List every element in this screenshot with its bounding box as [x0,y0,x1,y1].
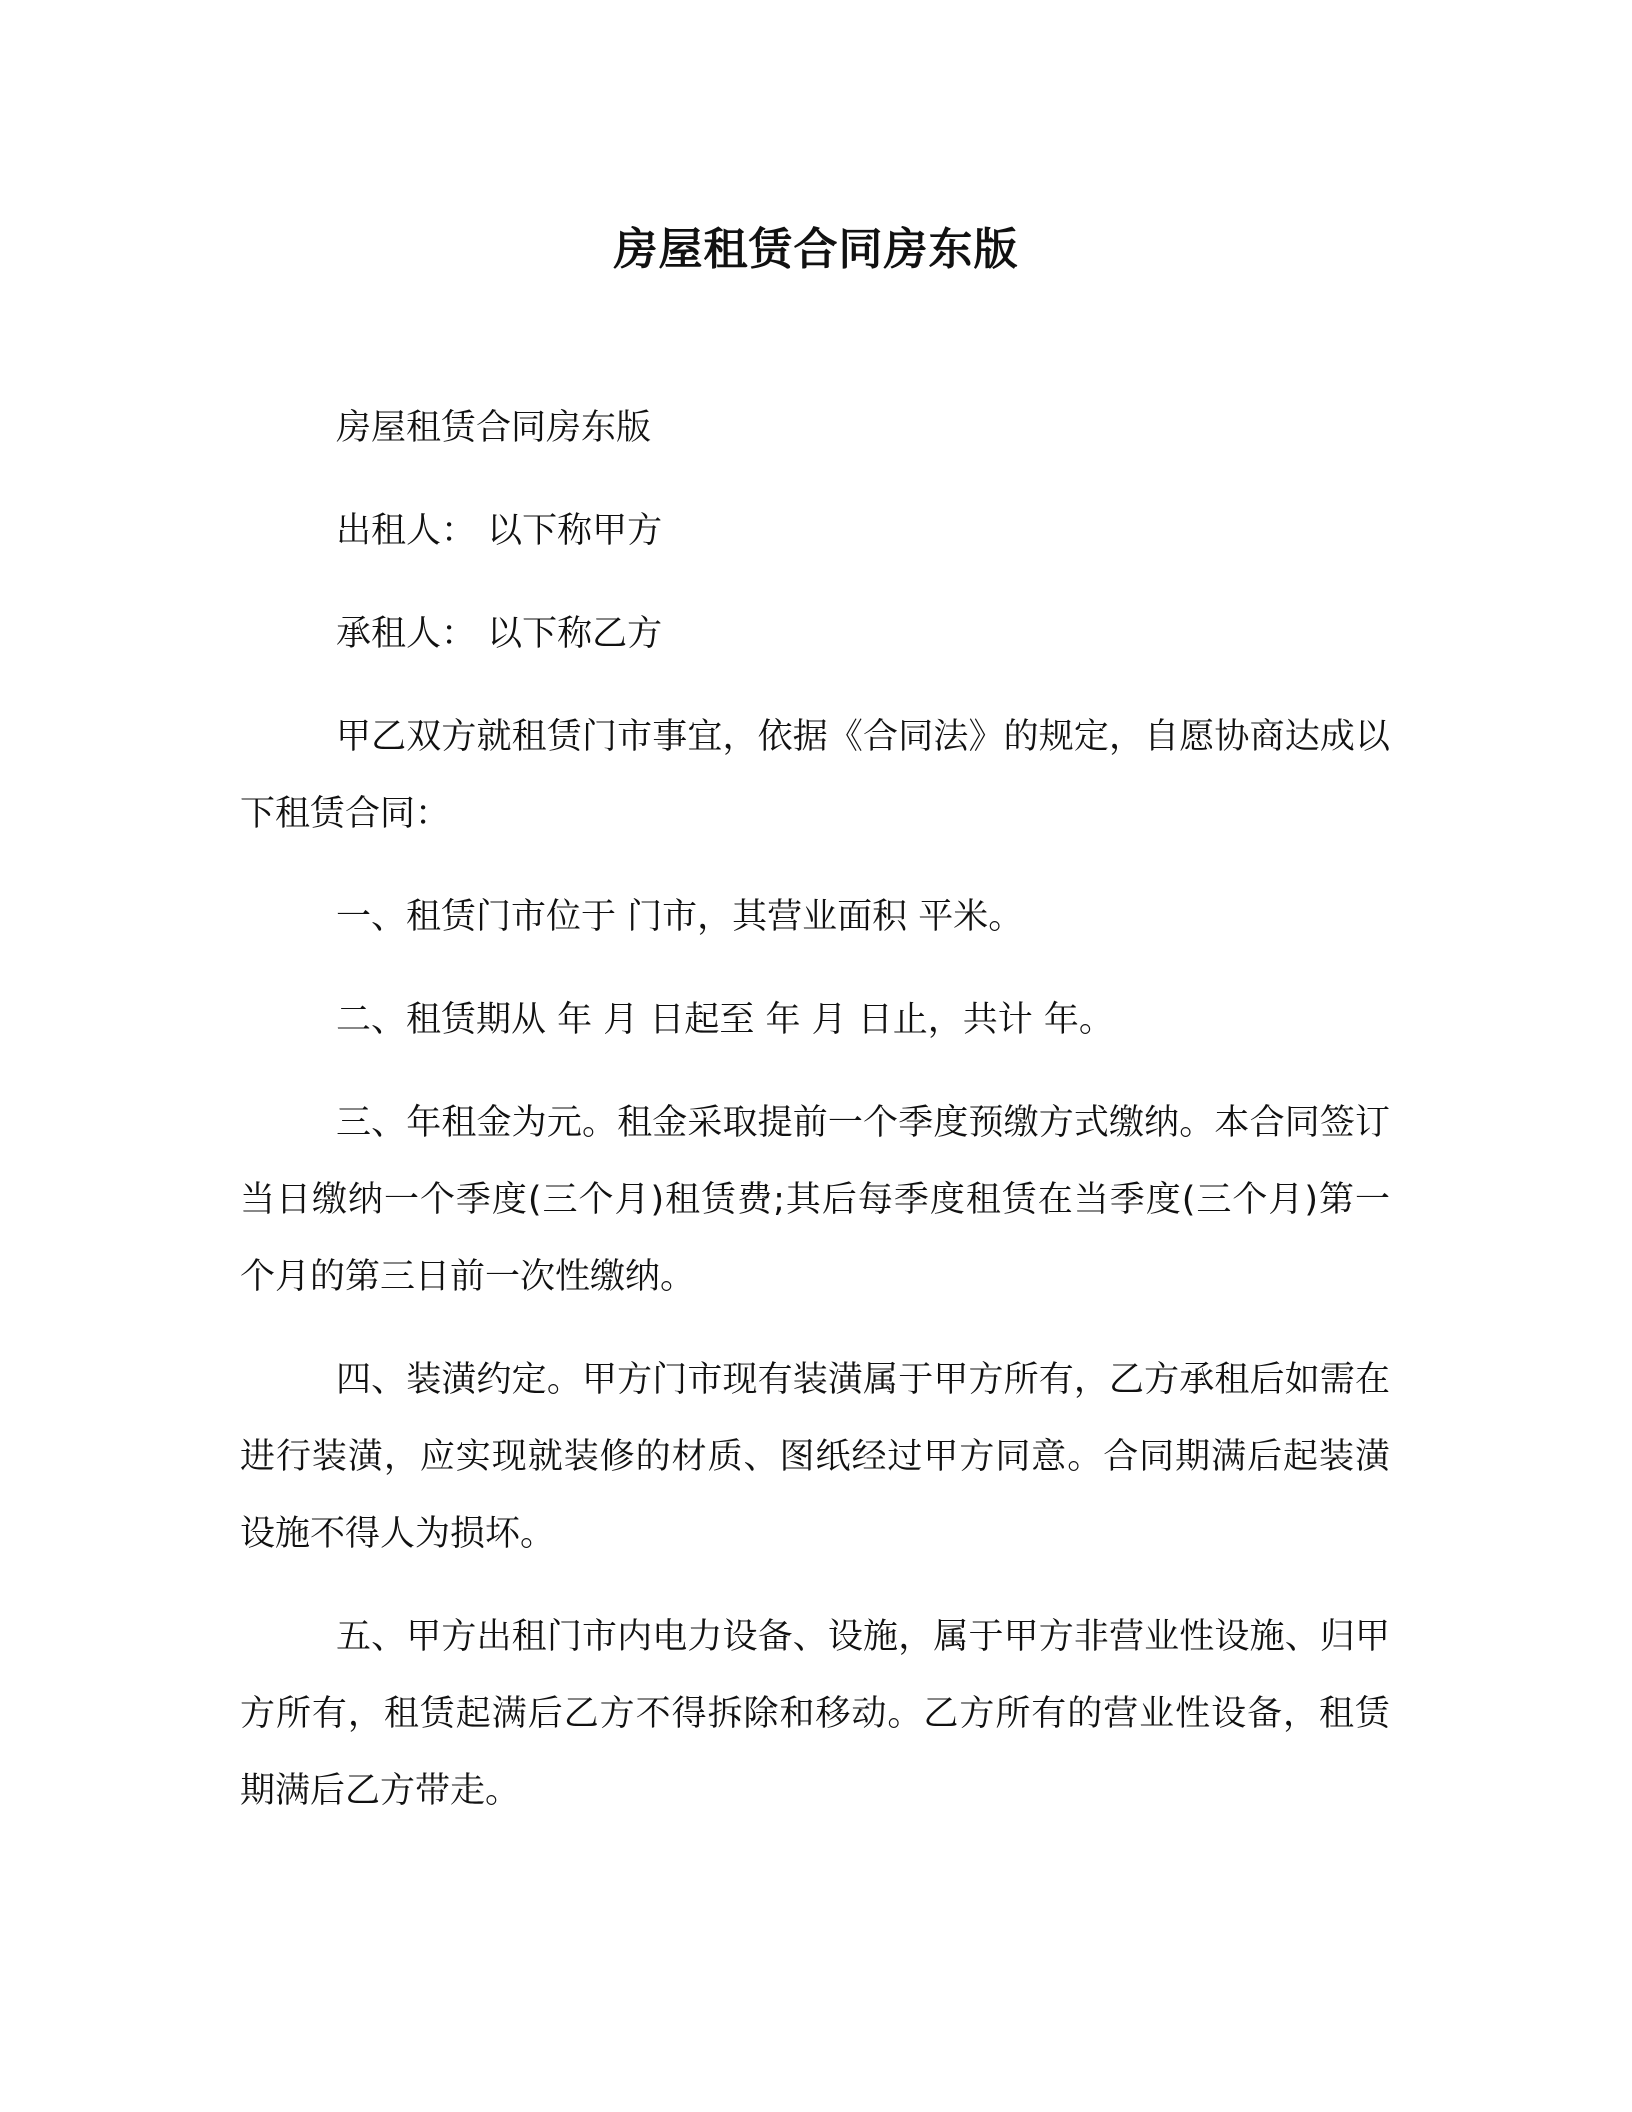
paragraph-clause-5: 五、甲方出租门市内电力设备、设施，属于甲方非营业性设施、归甲方所有，租赁起满后乙方不得拆除和移动。乙方所有的营业性设备，租赁期满后乙方带走。 [240,1617,1390,1811]
paragraph-clause-3: 三、年租金为元。租金采取提前一个季度预缴方式缴纳。本合同签订当日缴纳一个季度(三个月)租赁费;其后每季度租赁在当季度(三个月)第一个月的第三日前一次性缴纳。 [240,1103,1390,1297]
paragraph-subtitle: 房屋租赁合同房东版 [336,408,652,448]
paragraph-clause-4: 四、装潢约定。甲方门市现有装潢属于甲方所有，乙方承租后如需在进行装潢，应实现就装修的材质、图纸经过甲方同意。合同期满后起装潢设施不得人为损坏。 [240,1360,1390,1554]
document-body [240,390,1390,1856]
paragraph-preamble: 甲乙双方就租赁门市事宜，依据《合同法》的规定，自愿协商达成以下租赁合同： [240,717,1390,834]
paragraph-clause-1: 一、租赁门市位于 门市，其营业面积 平米。 [336,897,1024,937]
paragraph-lessor: 出租人： 以下称甲方 [336,511,663,551]
paragraph-lessee: 承租人： 以下称乙方 [336,614,663,654]
document-title: 房屋租赁合同房东版 [613,224,1019,275]
paragraph-clause-2: 二、租赁期从 年 月 日起至 年 月 日止，共计 年。 [336,1000,1114,1040]
